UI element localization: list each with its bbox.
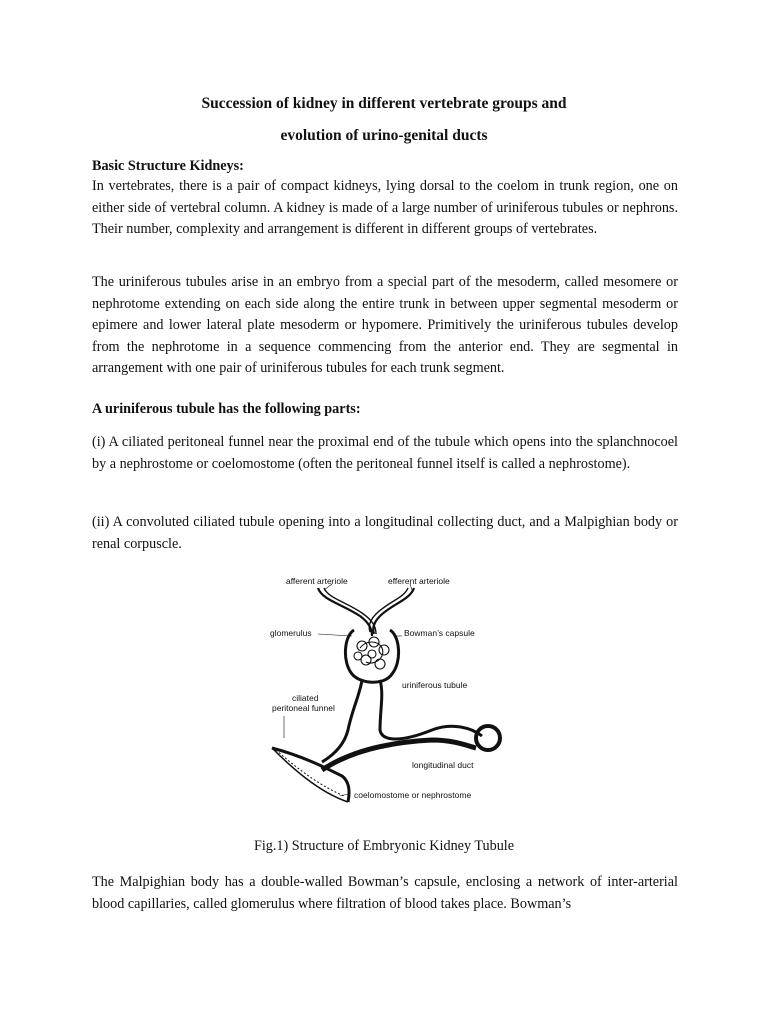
- afferent-arteriole-line: [318, 588, 372, 636]
- label-bowmans-capsule: Bowman’s capsule: [404, 628, 475, 638]
- figure-caption: Fig.1) Structure of Embryonic Kidney Tubule: [253, 838, 515, 854]
- label-glomerulus: glomerulus: [270, 628, 312, 638]
- kidney-tubule-diagram: [262, 570, 522, 820]
- parts-heading: A uriniferous tubule has the following parts:: [92, 401, 361, 417]
- paragraph-nephrotome: The uriniferous tubules arise in an embryo from a special part of the mesoderm, called mesomere or nephrotome extending on each side along the entire trunk in between upper segmental mesoderm or epimere and lower lateral plate mesoderm or hypomere. Primitively the uriniferous tubules develop from the nephrotome in a sequence commencing from the anterior end. They are segmental in arrangement with one pair of uriniferous tubules for each trunk segment.: [92, 274, 678, 376]
- label-coelomostome: coelomostome or nephrostome: [354, 790, 472, 800]
- label-efferent-arteriole: efferent arteriole: [388, 576, 450, 586]
- label-peritoneal-funnel: peritoneal funnel: [272, 703, 335, 713]
- paragraph-malpighian: The Malpighian body has a double-walled Bowman’s capsule, enclosing a network of inter-arterial blood capillaries, called glomerulus where filtration of blood takes place. Bowman’s: [92, 874, 678, 912]
- duct-end: [476, 726, 500, 750]
- tubule-neck: [322, 680, 362, 762]
- paragraph-part-2: (ii) A convoluted ciliated tubule opening into a longitudinal collecting duct, and a Malpighian body or renal corpuscle.: [92, 514, 678, 552]
- label-longitudinal-duct: longitudinal duct: [412, 760, 474, 770]
- page-subtitle: evolution of urino-genital ducts: [280, 127, 488, 144]
- peritoneal-funnel: [272, 748, 349, 802]
- paragraph-basic-structure: In vertebrates, there is a pair of compact kidneys, lying dorsal to the coelom in trunk region, one on either side of vertebral column. A kidney is made of a large number of uriniferous tubules or nephrons. Their number, complexity and arrangement is different in different groups of vertebrates.: [92, 178, 678, 237]
- label-uriniferous-tubule: uriniferous tubule: [402, 680, 468, 690]
- page-title: Succession of kidney in different vertebrate groups and: [201, 95, 567, 112]
- label-afferent-arteriole: afferent arteriole: [286, 576, 348, 586]
- glomerulus-shape: [354, 637, 389, 669]
- label-ciliated: ciliated: [292, 693, 319, 703]
- paragraph-part-1: (i) A ciliated peritoneal funnel near the proximal end of the tubule which opens into the splanchnocoel by a nephrostome or coelomostome (often the peritoneal funnel itself is called a nephrostome).: [92, 434, 678, 472]
- section-heading: Basic Structure Kidneys:: [92, 158, 244, 174]
